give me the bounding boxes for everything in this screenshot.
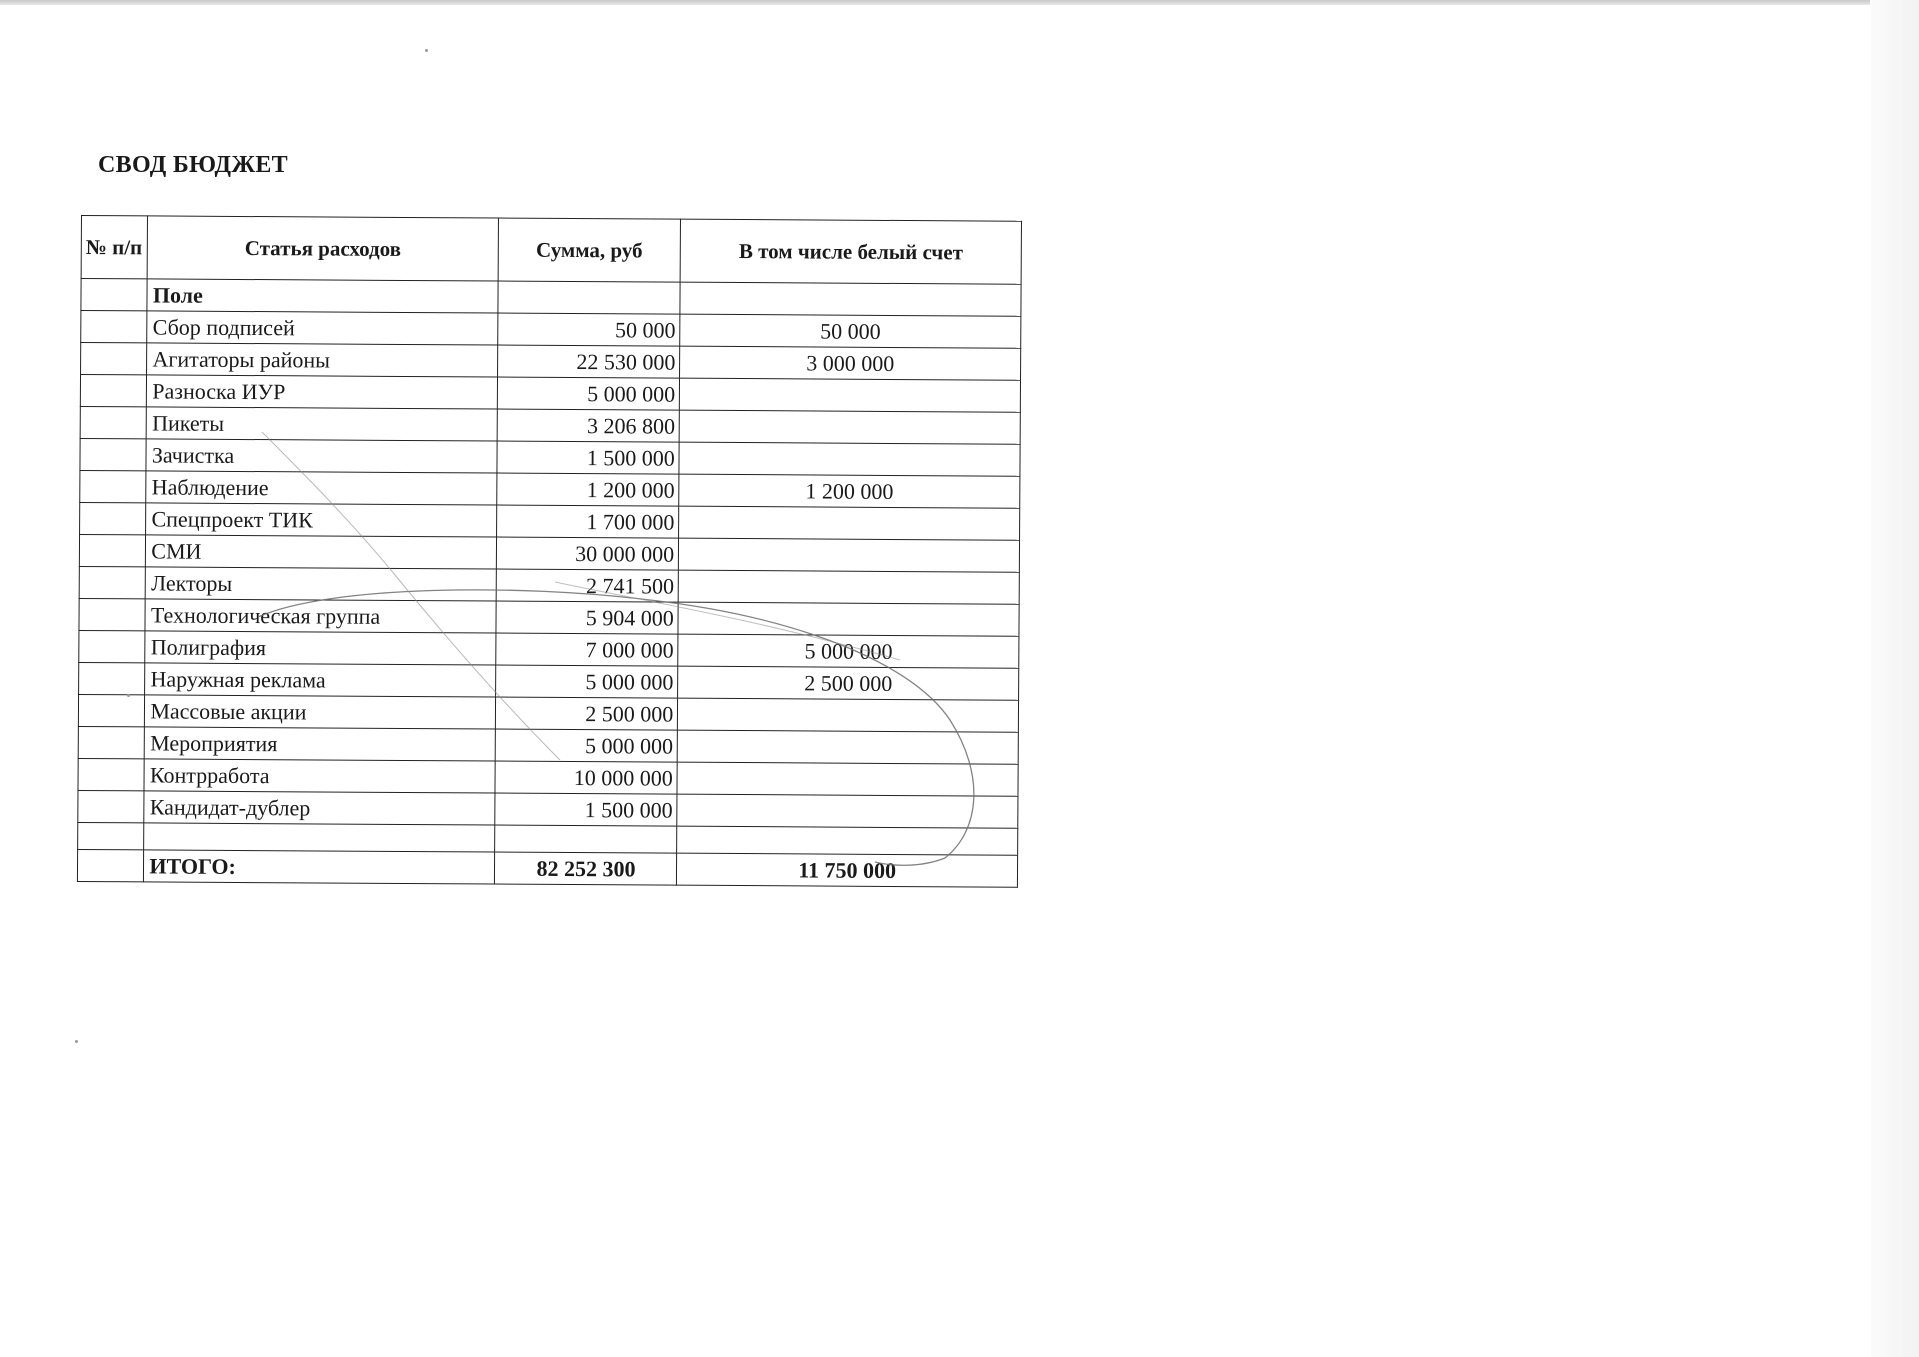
amount-cell: 5 000 000	[497, 377, 680, 410]
empty-cell	[144, 823, 495, 852]
row-number-cell	[81, 279, 148, 311]
white-account-cell	[678, 602, 1019, 636]
header-amount: Сумма, руб	[498, 218, 681, 282]
expense-item-cell: Сбор подписей	[147, 311, 498, 345]
row-number-cell	[77, 849, 144, 881]
table-row	[78, 790, 1018, 828]
row-number-cell	[79, 534, 146, 566]
header-expense-item: Статья расходов	[148, 216, 499, 281]
table-row	[78, 758, 1018, 796]
total-amount: 82 252 300	[494, 852, 677, 885]
expense-item-cell: Технологическая группа	[145, 599, 496, 633]
amount-cell: 22 530 000	[497, 345, 680, 378]
empty-cell	[494, 825, 677, 853]
expense-item-cell: Спецпроект ТИК	[146, 503, 497, 537]
scan-shadow-right	[1871, 0, 1919, 1357]
row-number-cell	[78, 726, 145, 758]
white-account-cell	[680, 378, 1021, 412]
row-number-cell	[78, 758, 145, 790]
total-row	[77, 849, 1017, 887]
expense-item-cell: Массовые акции	[145, 695, 496, 729]
table-row	[80, 438, 1020, 476]
white-account-cell: 2 500 000	[678, 666, 1019, 700]
amount-cell: 3 206 800	[497, 409, 680, 442]
row-number-cell	[79, 662, 146, 694]
empty-cell	[677, 826, 1018, 855]
white-account-cell	[679, 538, 1020, 572]
amount-cell	[498, 281, 681, 314]
header-number: № п/п	[81, 216, 148, 279]
row-number-cell	[81, 343, 148, 375]
row-number-cell	[80, 406, 147, 438]
total-white-account: 11 750 000	[677, 853, 1018, 887]
expense-item-cell: СМИ	[146, 535, 497, 569]
row-number-cell	[79, 566, 146, 598]
section-label: Поле	[147, 279, 498, 313]
expense-item-cell: Пикеты	[147, 407, 498, 441]
amount-cell: 10 000 000	[495, 761, 678, 794]
expense-item-cell: Наружная реклама	[145, 663, 496, 697]
expense-item-cell: Наблюдение	[146, 471, 497, 505]
scan-shadow-top	[0, 0, 1870, 5]
table-row	[79, 630, 1019, 668]
empty-cell	[78, 822, 145, 849]
total-label: ИТОГО:	[144, 850, 495, 884]
table-row	[80, 502, 1020, 540]
expense-item-cell: Полиграфия	[145, 631, 496, 665]
table-row	[79, 662, 1019, 700]
white-account-cell	[679, 442, 1020, 476]
row-number-cell	[81, 311, 148, 343]
scan-speck	[75, 1040, 78, 1043]
amount-cell: 5 000 000	[495, 665, 678, 698]
amount-cell: 5 000 000	[495, 729, 678, 762]
expense-item-cell: Разноска ИУР	[147, 375, 498, 409]
row-number-cell	[78, 790, 145, 822]
row-number-cell	[80, 438, 147, 470]
white-account-cell	[677, 762, 1018, 796]
row-number-cell	[80, 502, 147, 534]
table-row	[80, 470, 1020, 508]
document-title: СВОД БЮДЖЕТ	[98, 152, 288, 178]
row-number-cell	[78, 694, 145, 726]
white-account-cell	[677, 730, 1018, 764]
header-white-account: В том числе белый счет	[680, 219, 1021, 284]
white-account-cell	[679, 506, 1020, 540]
amount-cell: 1 500 000	[495, 793, 678, 826]
amount-cell: 2 741 500	[496, 569, 679, 602]
table-row	[81, 311, 1021, 349]
white-account-cell	[678, 570, 1019, 604]
amount-cell: 30 000 000	[496, 537, 679, 570]
scan-speck	[425, 49, 428, 52]
white-account-cell: 3 000 000	[680, 346, 1021, 380]
amount-cell: 1 700 000	[496, 505, 679, 538]
white-account-cell: 5 000 000	[678, 634, 1019, 668]
amount-cell: 1 500 000	[497, 441, 680, 474]
table-header-row	[81, 216, 1021, 285]
expense-item-cell: Контрработа	[144, 759, 495, 793]
amount-cell: 2 500 000	[495, 697, 678, 730]
white-account-cell	[677, 794, 1018, 828]
expense-item-cell: Зачистка	[146, 439, 497, 473]
white-account-cell	[679, 410, 1020, 444]
table-row	[81, 343, 1021, 381]
white-account-cell	[678, 698, 1019, 732]
table-row	[80, 375, 1020, 413]
table-row	[78, 694, 1018, 732]
expense-item-cell: Мероприятия	[145, 727, 496, 761]
amount-cell: 7 000 000	[496, 633, 679, 666]
table-row	[80, 406, 1020, 444]
row-number-cell	[79, 598, 146, 630]
table-row	[79, 566, 1019, 604]
expense-item-cell: Лекторы	[146, 567, 497, 601]
amount-cell: 1 200 000	[497, 473, 680, 506]
white-account-cell: 50 000	[680, 314, 1021, 348]
row-number-cell	[80, 470, 147, 502]
table-row	[78, 726, 1018, 764]
scan-speck	[127, 694, 130, 697]
white-account-cell: 1 200 000	[679, 474, 1020, 508]
budget-table	[77, 215, 1022, 888]
table-row	[79, 598, 1019, 636]
expense-item-cell: Кандидат-дублер	[144, 791, 495, 825]
expense-item-cell: Агитаторы районы	[147, 343, 498, 377]
row-number-cell	[80, 375, 147, 407]
white-account-cell	[680, 282, 1021, 316]
amount-cell: 50 000	[497, 313, 680, 346]
row-number-cell	[79, 630, 146, 662]
amount-cell: 5 904 000	[496, 601, 679, 634]
